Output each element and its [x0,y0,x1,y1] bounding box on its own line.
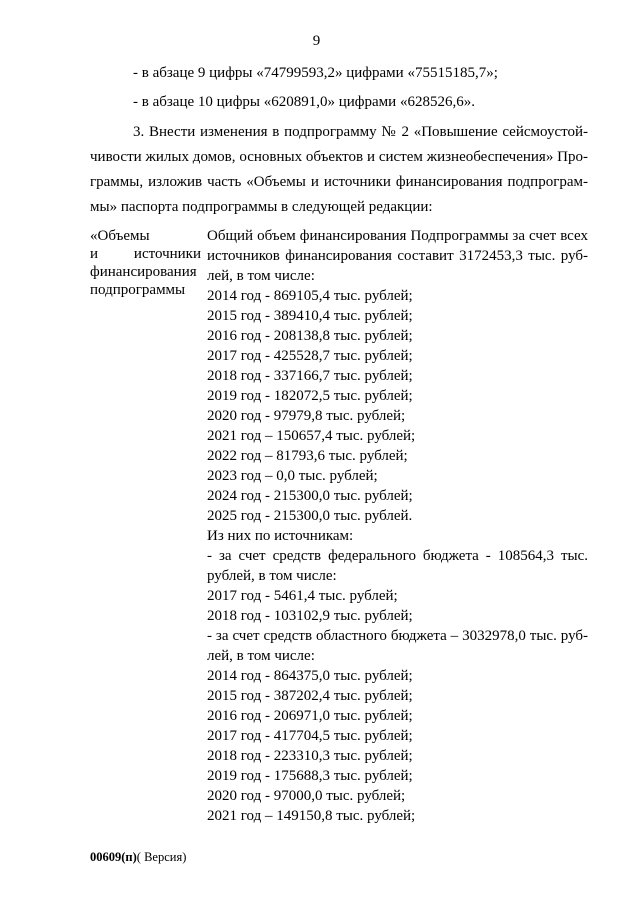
label-line: «Объемы [90,228,150,244]
detail-line: - за счет средств федерального бюджета - 108564,3 тыс. [207,548,588,564]
label-word: источники [133,246,201,262]
passport-label [90,227,208,299]
detail-line: 2015 год - 389410,4 тыс. рублей; [207,308,413,324]
detail-line: 2019 год - 182072,5 тыс. рублей; [207,388,413,404]
document-code: 00609(п) [90,850,137,864]
detail-line: 2020 год - 97979,8 тыс. рублей; [207,408,406,424]
detail-line: 2020 год - 97000,0 тыс. рублей; [207,788,406,804]
page-number: 9 [312,33,321,49]
detail-line: источников финансирования составит 3172453,3 тыс. руб- [207,248,588,264]
detail-line: 2016 год - 208138,8 тыс. рублей; [207,328,413,344]
detail-line: Общий объем финансирования Подпрограммы за счет всех [207,228,588,244]
paragraph-line: 3. Внести изменения в подпрограмму № 2 «Повышение сейсмоустой- [133,124,588,140]
detail-line: 2014 год - 869105,4 тыс. рублей; [207,288,413,304]
paragraph-line: мы» паспорта подпрограммы в следующей редакции: [90,199,433,215]
financing-details [207,226,588,826]
detail-line: 2018 год - 223310,3 тыс. рублей; [207,748,413,764]
detail-line: 2016 год - 206971,0 тыс. рублей; [207,708,413,724]
detail-line: 2019 год - 175688,3 тыс. рублей; [207,768,413,784]
paragraph-line: граммы, изложив часть «Объемы и источники финансирования подпрограм- [90,174,588,190]
paragraph-line: чивости жилых домов, основных объектов и систем жизнеобеспечения» Про- [90,149,588,165]
detail-line: 2022 год – 81793,6 тыс. рублей; [207,448,408,464]
detail-line: 2017 год - 5461,4 тыс. рублей; [207,588,398,604]
label-word: и [90,246,99,262]
label-line [90,245,201,263]
detail-line: 2018 год - 103102,9 тыс. рублей; [207,608,413,624]
detail-line: 2025 год - 215300,0 тыс. рублей. [207,508,413,524]
label-line: подпрограммы [90,282,186,298]
detail-line: 2014 год - 864375,0 тыс. рублей; [207,668,413,684]
detail-line: 2021 год – 150657,4 тыс. рублей; [207,428,416,444]
detail-line: 2015 год - 387202,4 тыс. рублей; [207,688,413,704]
document-footer [90,850,186,865]
detail-line: 2021 год – 149150,8 тыс. рублей; [207,808,416,824]
detail-line: лей, в том числе: [207,648,315,664]
detail-line: рублей, в том числе: [207,568,337,584]
detail-line: 2024 год - 215300,0 тыс. рублей; [207,488,413,504]
detail-line: 2023 год – 0,0 тыс. рублей; [207,468,378,484]
document-version: ( Версия) [136,850,187,864]
detail-line: - за счет средств областного бюджета – 3032978,0 тыс. руб- [207,628,588,644]
label-line: финансирования [90,264,197,280]
detail-line: лей, в том числе: [207,268,315,284]
detail-line: 2018 год - 337166,7 тыс. рублей; [207,368,413,384]
amendment-line: - в абзаце 9 цифры «74799593,2» цифрами «75515185,7»; [133,65,498,81]
amendment-line: - в абзаце 10 цифры «620891,0» цифрами «628526,6». [133,94,475,110]
detail-line: 2017 год - 425528,7 тыс. рублей; [207,348,413,364]
detail-line: 2017 год - 417704,5 тыс. рублей; [207,728,413,744]
detail-line: Из них по источникам: [207,528,354,544]
